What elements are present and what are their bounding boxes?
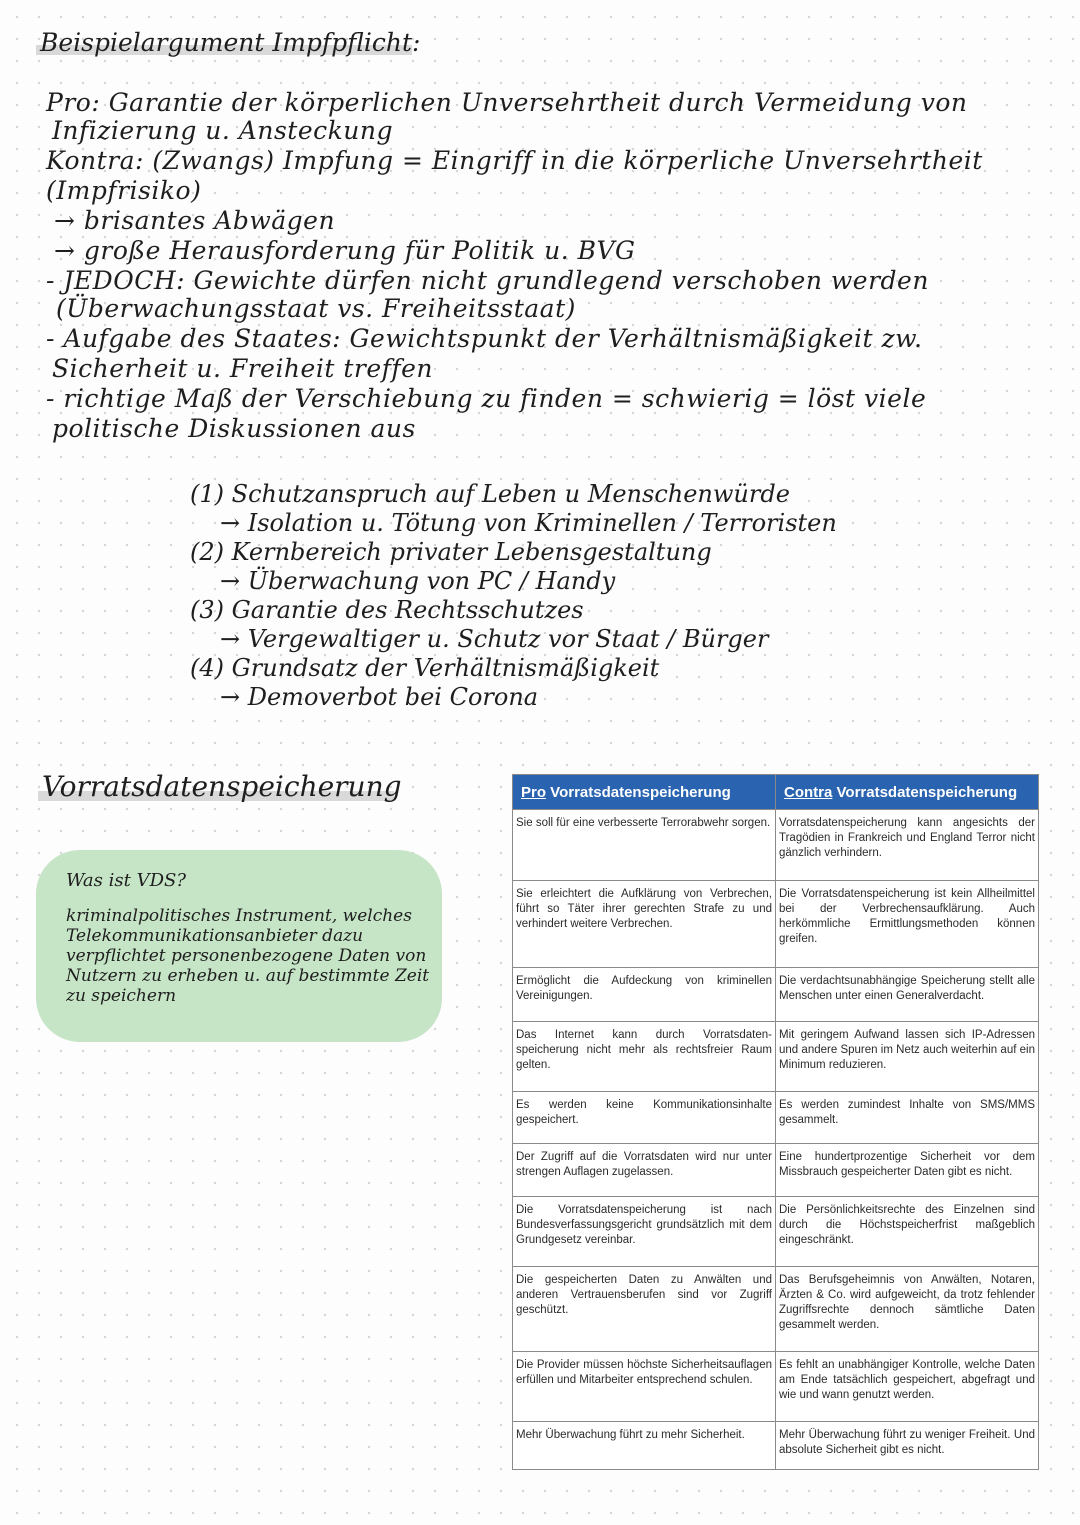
contra-cell: Es werden zumindest Inhalte von SMS/MMS gesammelt. bbox=[776, 1092, 1039, 1144]
note-line: - JEDOCH: Gewichte dürfen nicht grundlegend verschoben werden bbox=[46, 266, 929, 295]
pro-cell: Die Provider müssen höchste Sicherheitsauflagen erfüllen und Mitarbeiter entsprechend schulen. bbox=[513, 1352, 776, 1422]
note-line: → brisantes Abwägen bbox=[54, 206, 336, 235]
table-row bbox=[513, 810, 1039, 881]
principle-label: (3) Garantie des Rechtsschutzes bbox=[190, 596, 584, 624]
note-line: Sicherheit u. Freiheit treffen bbox=[52, 354, 434, 383]
table-row bbox=[513, 1267, 1039, 1352]
contra-cell: Die Vorratsdatenspeicherung ist kein Allheilmittel bei der Verbrechensaufklärung. Auch herkömmliche Ermittlungsmethoden können greifen. bbox=[776, 881, 1039, 968]
note-line: (Überwachungsstaat vs. Freiheitsstaat) bbox=[56, 294, 576, 323]
contra-cell: Es fehlt an unabhängiger Kontrolle, welche Daten am Ende tatsächlich gespeichert, abgefragt und wie und wann genutzt werden. bbox=[776, 1352, 1039, 1422]
pro-cell: Sie erleichtert die Aufklärung von Verbrechen, führt so Täter ihrer gerechten Strafe zu und verhindert weitere Verbrechen. bbox=[513, 881, 776, 968]
principle-example: → Demoverbot bei Corona bbox=[220, 683, 539, 711]
principle-label: (1) Schutzanspruch auf Leben u Menschenwürde bbox=[190, 480, 790, 508]
vds-pro-contra-table bbox=[512, 774, 1039, 1470]
contra-cell: Die verdachtsunabhängige Speicherung stellt alle Menschen unter einen Generalverdacht. bbox=[776, 968, 1039, 1022]
table-row bbox=[513, 1022, 1039, 1092]
note-line: → große Herausforderung für Politik u. BVG bbox=[54, 236, 636, 265]
pro-column-header: Pro Vorratsdatenspeicherung bbox=[513, 775, 776, 810]
note-line: politische Diskussionen aus bbox=[52, 414, 416, 443]
note-line: - richtige Maß der Verschiebung zu finden = schwierig = löst viele bbox=[46, 384, 927, 413]
vds-heading: Vorratsdatenspeicherung bbox=[42, 770, 402, 803]
table-row bbox=[513, 1422, 1039, 1470]
principle-example: → Vergewaltiger u. Schutz vor Staat / Bürger bbox=[220, 625, 769, 653]
contra-cell: Das Berufsgeheimnis von Anwälten, Notaren, Ärzten & Co. wird aufgeweicht, da trotz fehlender Zugriffsrechte dennoch sämtliche Daten gesammelt werden. bbox=[776, 1267, 1039, 1352]
contra-column-header: Contra Vorratsdatenspeicherung bbox=[776, 775, 1039, 810]
pro-cell: Mehr Überwachung führt zu mehr Sicherheit. bbox=[513, 1422, 776, 1470]
pro-cell: Das Internet kann durch Vorratsdaten-speicherung nicht mehr als rechtsfreier Raum gelten. bbox=[513, 1022, 776, 1092]
contra-cell: Vorratsdatenspeicherung kann angesichts der Tragödien in Frankreich und England Terror nicht gänzlich verhindern. bbox=[776, 810, 1039, 881]
note-line: - Aufgabe des Staates: Gewichtspunkt der Verhältnismäßigkeit zw. bbox=[46, 324, 923, 353]
pro-cell: Die Vorratsdatenspeicherung ist nach Bundesverfassungsgericht grundsätzlich mit dem Grundgesetz vereinbar. bbox=[513, 1197, 776, 1267]
note-line: Infizierung u. Ansteckung bbox=[52, 116, 393, 145]
pro-cell: Sie soll für eine verbesserte Terrorabwehr sorgen. bbox=[513, 810, 776, 881]
table-row bbox=[513, 1144, 1039, 1197]
principle-example: → Überwachung von PC / Handy bbox=[220, 567, 616, 595]
contra-cell: Mehr Überwachung führt zu weniger Freiheit. Und absolute Sicherheit gibt es nicht. bbox=[776, 1422, 1039, 1470]
note-line: Kontra: (Zwangs) Impfung = Eingriff in die körperliche Unversehrtheit bbox=[46, 146, 983, 175]
table-row bbox=[513, 968, 1039, 1022]
note-line: (Impfrisiko) bbox=[46, 176, 202, 205]
table-row bbox=[513, 1197, 1039, 1267]
principle-label: (4) Grundsatz der Verhältnismäßigkeit bbox=[190, 654, 660, 682]
vds-definition-card bbox=[36, 850, 442, 1042]
table-row bbox=[513, 1092, 1039, 1144]
pro-cell: Die gespeicherten Daten zu Anwälten und anderen Vertrauensberufen sind vor Zugriff geschützt. bbox=[513, 1267, 776, 1352]
page-title: Beispielargument Impfpflicht: bbox=[40, 28, 421, 57]
pro-cell: Der Zugriff auf die Vorratsdaten wird nur unter strengen Auflagen zugelassen. bbox=[513, 1144, 776, 1197]
table-row bbox=[513, 881, 1039, 968]
pro-cell: Ermöglicht die Aufdeckung von kriminellen Vereinigungen. bbox=[513, 968, 776, 1022]
pro-cell: Es werden keine Kommunikationsinhalte gespeichert. bbox=[513, 1092, 776, 1144]
principle-example: → Isolation u. Tötung von Kriminellen / Terroristen bbox=[220, 509, 837, 537]
principle-label: (2) Kernbereich privater Lebensgestaltung bbox=[190, 538, 712, 566]
contra-cell: Die Persönlichkeitsrechte des Einzelnen sind durch die Höchstspeicherfrist maßgeblich eingeschränkt. bbox=[776, 1197, 1039, 1267]
vds-question: Was ist VDS? bbox=[66, 870, 186, 891]
contra-cell: Eine hundertprozentige Sicherheit vor dem Missbrauch gespeicherter Daten gibt es nicht. bbox=[776, 1144, 1039, 1197]
vds-answer: kriminalpolitisches Instrument, welches Telekommunikationsanbieter dazu verpflichtet personenbezogene Daten von Nutzern zu erheben u. auf bestimmte Zeit zu speichern bbox=[66, 906, 430, 1006]
table-row bbox=[513, 1352, 1039, 1422]
contra-cell: Mit geringem Aufwand lassen sich IP-Adressen und andere Spuren im Netz auch weiterhin auf ein Minimum reduzieren. bbox=[776, 1022, 1039, 1092]
note-line: Pro: Garantie der körperlichen Unversehrtheit durch Vermeidung von bbox=[46, 88, 968, 117]
